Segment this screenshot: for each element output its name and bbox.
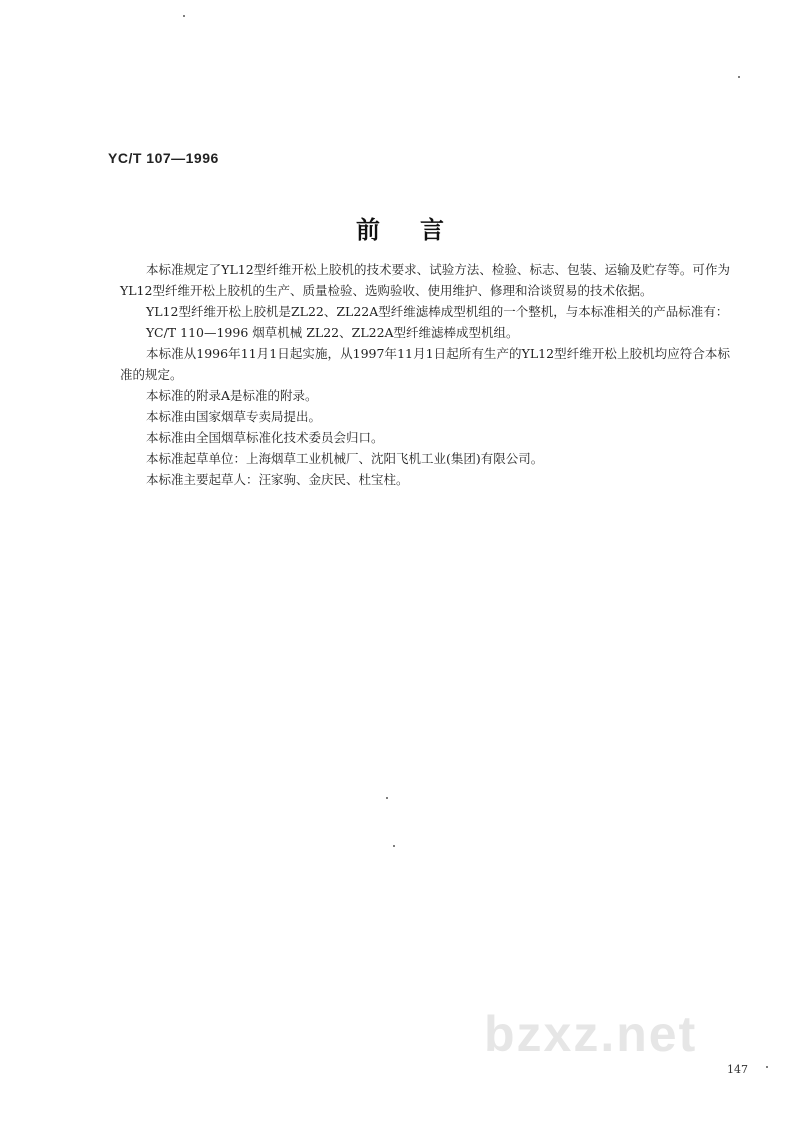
paragraph-administered-by: 本标准由全国烟草标准化技术委员会归口。 [146,430,384,445]
scan-speck [386,797,388,799]
paragraph-drafting-units: 本标准起草单位：上海烟草工业机械厂、沈阳飞机工业(集团)有限公司。 [146,451,544,466]
scan-speck [738,76,740,78]
standard-code: YC/T 107—1996 [108,150,219,166]
page-number: 147 [727,1063,748,1076]
scan-speck [183,15,185,17]
paragraph-related-standards: YL12型纤维开松上胶机是ZL22、ZL22A型纤维滤棒成型机组的一个整机，与本标准相关的产品标准有： [146,304,729,319]
paragraph-effective-date: 本标准从1996年11月1日起实施，从1997年11月1日起所有生产的YL12型纤维开松上胶机均应符合本标准的规定。 [120,346,730,382]
page-title: 前言 [356,215,484,244]
paragraph-proposed-by: 本标准由国家烟草专卖局提出。 [146,409,322,424]
scan-speck [766,1066,768,1068]
paragraph-scope: 本标准规定了YL12型纤维开松上胶机的技术要求、试验方法、检验、标志、包装、运输及贮存等。可作为YL12型纤维开松上胶机的生产、质量检验、选购验收、使用维护、修理和洽谈贸易的技术依据。 [120,262,730,298]
paragraph-reference-standard: YC/T 110—1996 烟草机械 ZL22、ZL22A型纤维滤棒成型机组。 [146,325,519,340]
paragraph-appendix: 本标准的附录A是标准的附录。 [146,388,318,403]
scan-speck [393,845,395,847]
document-body [120,259,730,490]
watermark: bzxz.net [484,1006,698,1062]
paragraph-drafters: 本标准主要起草人：汪家驹、金庆民、杜宝柱。 [146,472,409,487]
